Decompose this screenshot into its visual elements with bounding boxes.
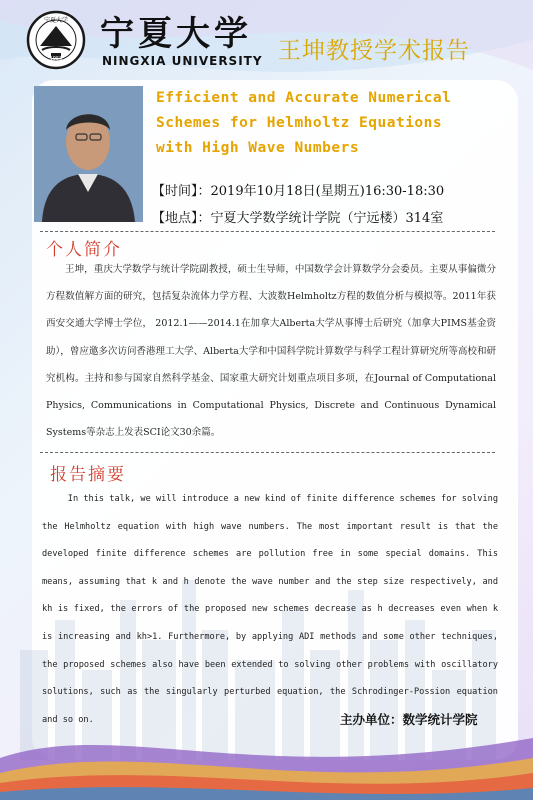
university-logo-icon	[26, 10, 86, 70]
bio-text	[46, 256, 496, 446]
abstract-heading: 报告摘要	[50, 465, 126, 485]
speaker-photo	[34, 86, 143, 222]
divider	[40, 452, 495, 453]
time-label: 【时间】	[152, 184, 198, 199]
logo-text: 宁夏大学	[43, 17, 69, 24]
talk-title-line: Efficient and Accurate Numerical	[156, 90, 452, 106]
place-value: ：宁夏大学数学统计学院（宁远楼）314室	[197, 211, 444, 226]
poster-title: 王坤教授学术报告	[278, 38, 470, 64]
university-name-en: NINGXIA UNIVERSITY	[102, 54, 263, 68]
talk-time	[152, 180, 444, 199]
time-value: ：2019年10月18日(星期五)16:30-18:30	[197, 184, 445, 199]
bio-heading: 个人简介	[46, 240, 122, 260]
abstract-paragraph: In this talk, we will introduce a new kind of finite difference schemes for solving the Helmholtz equation with high wave numbers. The most important result is that the developed finite difference schemes are pollution free in some special domains. This means, assuming that k and h denote the wave number and the step size respectively, and kh is fixed, the errors of the proposed new schemes decrease as h decreases even when k is increasing and kh>1. Furthermore, by applying ADI methods and some other techniques, the proposed schemes also have been extended to solving other problems with oscillatory solutions, such as the singularly perturbed equation, the Schrodinger-Possion equation and so on.	[42, 494, 498, 725]
talk-title	[156, 86, 496, 161]
talk-title-line: Schemes for Helmholtz Equations	[156, 115, 443, 131]
organizer: 主办单位：数学统计学院	[340, 712, 478, 727]
abstract-text	[42, 486, 498, 734]
university-name-cn: 宁夏大学	[100, 14, 252, 54]
logo-year: 1958	[49, 56, 63, 62]
talk-title-line: with High Wave Numbers	[156, 140, 360, 156]
talk-place	[152, 207, 443, 226]
bio-paragraph: 王坤，重庆大学数学与统计学院副教授，硕士生导师，中国数学会计算数学分会委员。主要从事偏微分方程数值解方面的研究，包括复杂流体力学方程、大波数Helmholtz方程的数值分析与模拟等。2011年获西安交通大学博士学位， 2012.1——2014.1在加拿大Alberta大学从事博士后研究（加拿大PIMS基金资助），曾应邀多次访问香港理工大学、Alberta大学和中国科学院计算数学与科学工程计算研究所等高校和研究机构。主持和参与国家自然科学基金、国家重大研究计划重点项目多项，在Journal of Computational Physics, Communications in Computational Physics, Discrete and Continuous Dynamical Systems等杂志上发表SCI论文30余篇。	[46, 264, 496, 439]
place-label: 【地点】	[152, 211, 198, 226]
divider	[40, 231, 495, 232]
